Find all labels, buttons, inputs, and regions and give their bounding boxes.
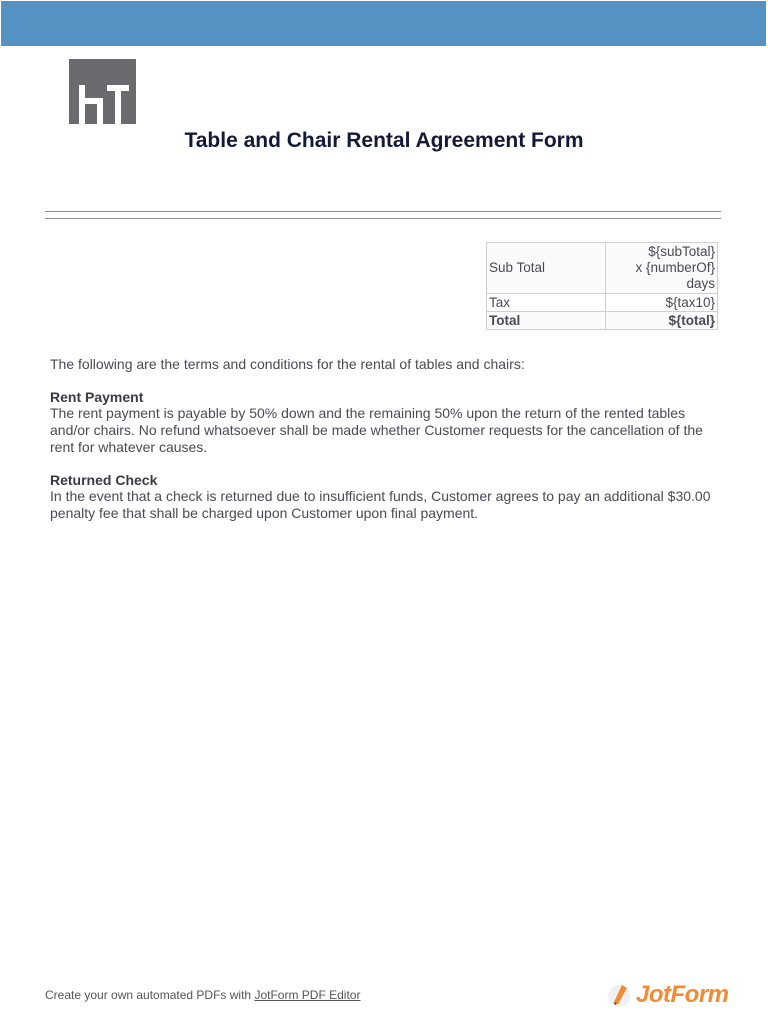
company-logo	[69, 59, 136, 124]
subtotal-value-line: x {numberOf}	[635, 260, 715, 275]
section-body-rent-payment: The rent payment is payable by 50% down and the remaining 50% upon the return of the rented tables and/or chairs. No refund whatsoever shall be made whether Customer requests for the cancellation of the rent for whatever causes.	[50, 405, 703, 455]
section-body-returned-check: In the event that a check is returned due to insufficient funds, Customer agrees to pay an additional $30.00 penalty fee that shall be charged upon Customer upon final payment.	[50, 488, 711, 521]
totals-row-subtotal	[487, 243, 718, 294]
jotform-pencil-icon	[606, 982, 632, 1008]
totals-value: ${tax10}	[606, 294, 718, 312]
totals-row-tax	[487, 294, 718, 312]
document-title: Table and Chair Rental Agreement Form	[184, 129, 584, 152]
totals-label: Tax	[487, 294, 606, 312]
totals-label: Sub Total	[487, 243, 606, 294]
subtotal-value-line: days	[686, 276, 715, 291]
totals-table	[486, 242, 718, 330]
terms-section	[50, 356, 720, 522]
footer-text: Create your own automated PDFs with	[45, 988, 252, 1002]
jotform-brand[interactable]	[606, 980, 729, 1010]
divider-bottom	[45, 218, 721, 219]
totals-value	[606, 243, 718, 294]
totals-label: Total	[487, 312, 606, 330]
subtotal-value-line: ${subTotal}	[648, 244, 715, 259]
jotform-brand-name: JotForm	[636, 981, 729, 1008]
jotform-pdf-editor-link[interactable]: JotForm PDF Editor	[254, 988, 361, 1002]
footer-promo	[45, 988, 360, 1002]
section-heading-rent-payment: Rent Payment	[50, 388, 144, 405]
divider-top	[45, 211, 721, 212]
terms-intro: The following are the terms and conditions for the rental of tables and chairs:	[50, 356, 525, 372]
totals-value: ${total}	[606, 312, 718, 330]
header-bar	[1, 1, 766, 46]
section-heading-returned-check: Returned Check	[50, 471, 158, 488]
totals-row-total	[487, 312, 718, 330]
